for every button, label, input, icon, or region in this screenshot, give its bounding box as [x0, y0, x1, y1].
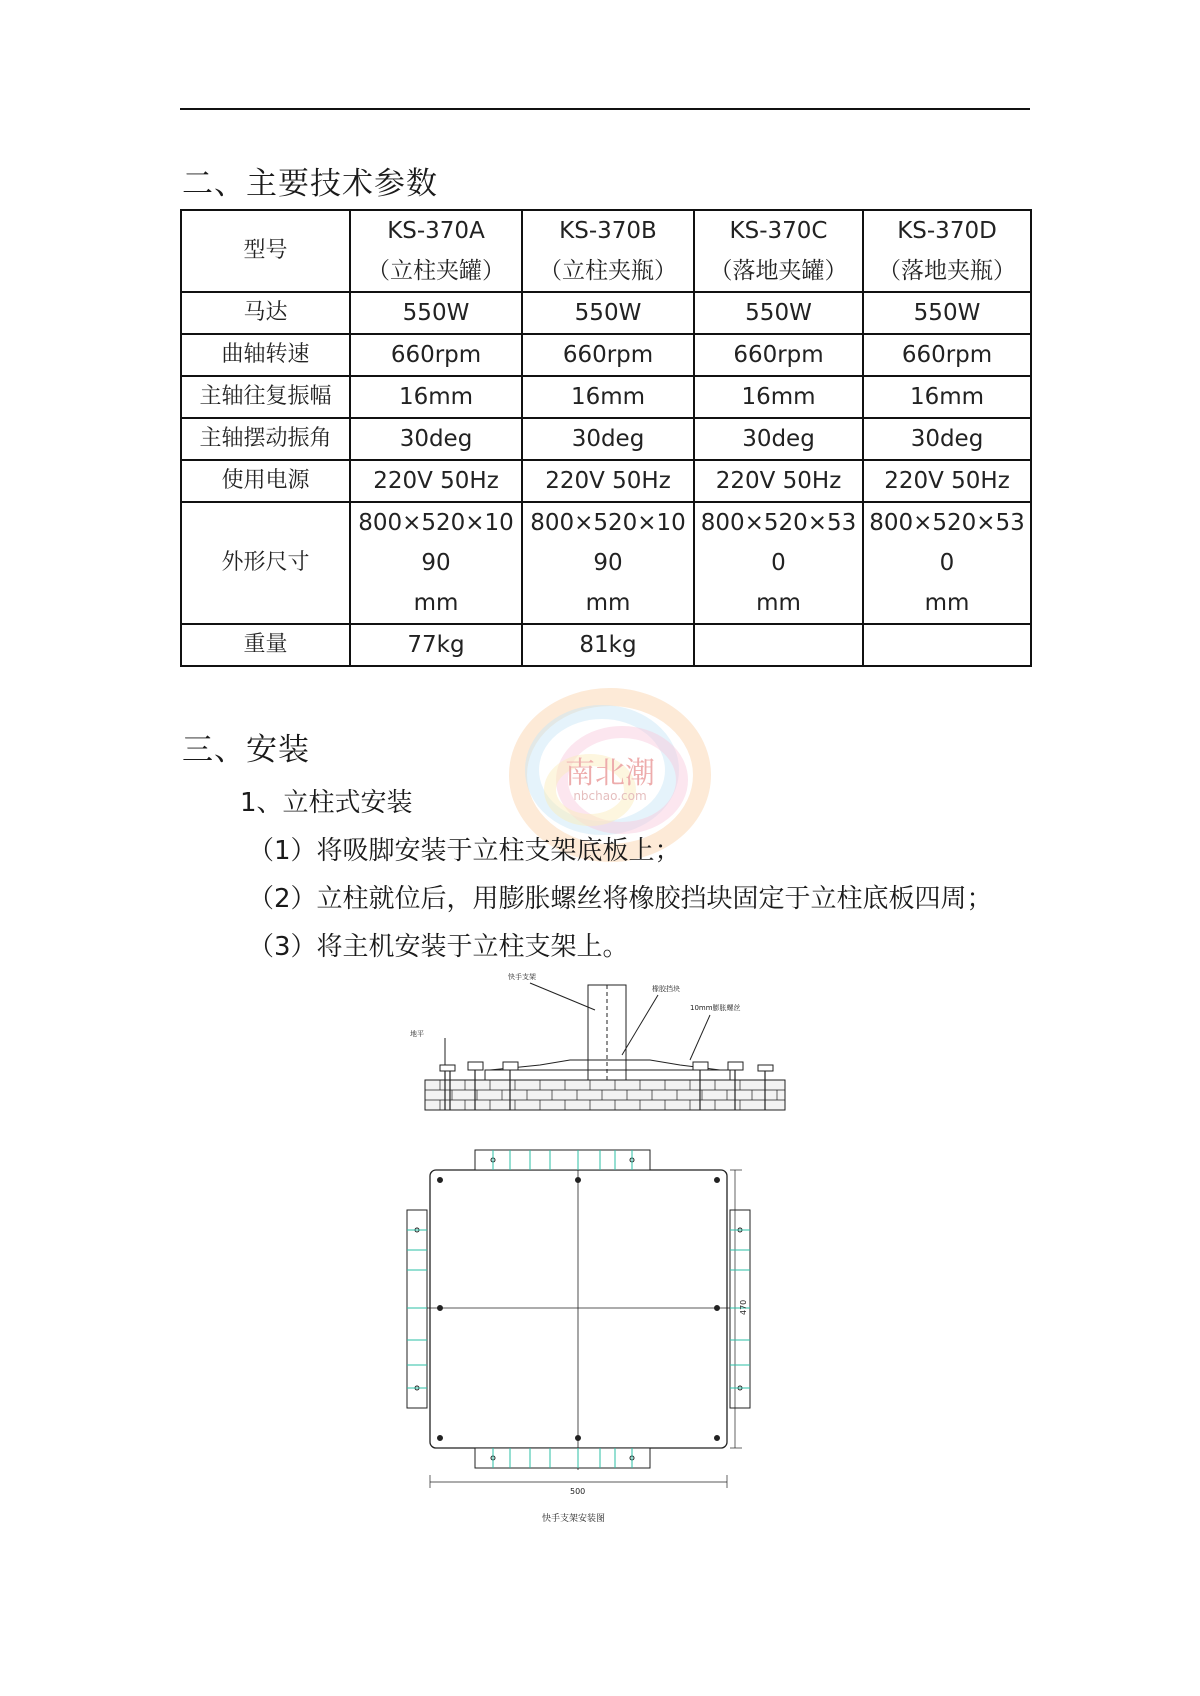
- table-cell-label: 使用电源: [181, 460, 350, 502]
- table-cell: 220V 50Hz: [694, 460, 863, 502]
- dimension-line: 800×520×53: [700, 510, 857, 536]
- table-cell: 16mm: [522, 376, 694, 418]
- table-row: [181, 292, 1031, 334]
- table-row: [181, 460, 1031, 502]
- top-rule: [180, 108, 1030, 110]
- label-rubber-block: 橡胶挡块: [652, 985, 680, 993]
- table-cell: 660rpm: [350, 334, 522, 376]
- table-row: [181, 624, 1031, 666]
- install-step-3: （3）将主机安装于立柱支架上。: [248, 932, 629, 962]
- table-cell: 550W: [350, 292, 522, 334]
- dimension-line: 0: [939, 550, 955, 576]
- dimension-line: mm: [924, 590, 970, 616]
- model-type: （立柱夹罐）: [367, 258, 505, 284]
- dimension-line: 0: [771, 550, 786, 576]
- section-3-title: 三、安装: [182, 732, 310, 768]
- dimension-line: mm: [585, 590, 631, 616]
- table-cell-label: 重量: [181, 624, 350, 666]
- dimension-cell: [863, 502, 1031, 624]
- table-cell: 81kg: [522, 624, 694, 666]
- watermark-url: nbchao.com: [573, 789, 647, 803]
- table-cell: 30deg: [522, 418, 694, 460]
- model-type: （落地夹罐）: [709, 258, 848, 284]
- plan-view: [407, 1150, 750, 1488]
- label-expansion-bolt: 10mm膨胀螺丝: [690, 1004, 741, 1012]
- dimension-height: 470: [739, 1299, 748, 1315]
- table-cell: 660rpm: [694, 334, 863, 376]
- table-cell: 550W: [694, 292, 863, 334]
- dimension-width: 500: [570, 1487, 586, 1496]
- spec-table: [180, 209, 1032, 667]
- table-cell: 550W: [522, 292, 694, 334]
- table-cell: 220V 50Hz: [863, 460, 1031, 502]
- table-row: [181, 210, 1031, 292]
- label-support: 快手支架: [508, 973, 536, 981]
- table-cell: 550W: [863, 292, 1031, 334]
- table-cell: [694, 624, 863, 666]
- table-cell-label: 外形尺寸: [181, 502, 350, 624]
- table-cell-label: 曲轴转速: [181, 334, 350, 376]
- model-cell: [694, 210, 863, 292]
- table-row: [181, 376, 1031, 418]
- label-floor: 地平: [410, 1030, 424, 1038]
- table-cell: 220V 50Hz: [522, 460, 694, 502]
- table-cell: 16mm: [863, 376, 1031, 418]
- dimension-cell: [694, 502, 863, 624]
- model-cell: [522, 210, 694, 292]
- model-code: KS-370A: [387, 218, 485, 244]
- table-cell: [863, 624, 1031, 666]
- section-2-title: 二、主要技术参数: [182, 166, 438, 202]
- subsection-title: 1、立柱式安装: [240, 788, 413, 818]
- table-row: [181, 502, 1031, 624]
- install-step-2: （2）立柱就位后，用膨胀螺丝将橡胶挡块固定于立柱底板四周；: [248, 884, 993, 914]
- dimension-cell: [522, 502, 694, 624]
- table-cell-label: 主轴摆动振角: [181, 418, 350, 460]
- dimension-line: 800×520×10: [530, 510, 686, 536]
- dimension-line: 800×520×10: [358, 510, 514, 536]
- table-cell: 30deg: [694, 418, 863, 460]
- table-row: [181, 418, 1031, 460]
- model-cell: [350, 210, 522, 292]
- table-cell: 30deg: [350, 418, 522, 460]
- table-cell: 220V 50Hz: [350, 460, 522, 502]
- table-cell-label: 主轴往复振幅: [181, 376, 350, 418]
- table-cell: 660rpm: [522, 334, 694, 376]
- installation-drawing: [390, 970, 810, 1525]
- table-cell-label: 型号: [181, 210, 350, 292]
- dimension-line: mm: [756, 590, 801, 616]
- install-step-1: （1）将吸脚安装于立柱支架底板上；: [248, 836, 681, 866]
- drawing-caption: 快手支架安装图: [542, 1514, 606, 1524]
- table-cell: 77kg: [350, 624, 522, 666]
- watermark-text: 南北潮: [565, 756, 655, 791]
- dimension-line: 90: [593, 550, 623, 576]
- side-view: [425, 983, 785, 1110]
- dimension-line: 800×520×53: [869, 510, 1025, 536]
- model-code: KS-370B: [559, 218, 657, 244]
- table-cell: 16mm: [694, 376, 863, 418]
- model-cell: [863, 210, 1031, 292]
- model-code: KS-370C: [729, 218, 828, 244]
- table-cell-label: 马达: [181, 292, 350, 334]
- table-row: [181, 334, 1031, 376]
- model-type: （落地夹瓶）: [878, 258, 1016, 284]
- dimension-line: 90: [421, 550, 451, 576]
- model-type: （立柱夹瓶）: [539, 258, 677, 284]
- table-cell: 16mm: [350, 376, 522, 418]
- dimension-line: mm: [413, 590, 459, 616]
- dimension-cell: [350, 502, 522, 624]
- model-code: KS-370D: [897, 218, 997, 244]
- table-cell: 30deg: [863, 418, 1031, 460]
- table-cell: 660rpm: [863, 334, 1031, 376]
